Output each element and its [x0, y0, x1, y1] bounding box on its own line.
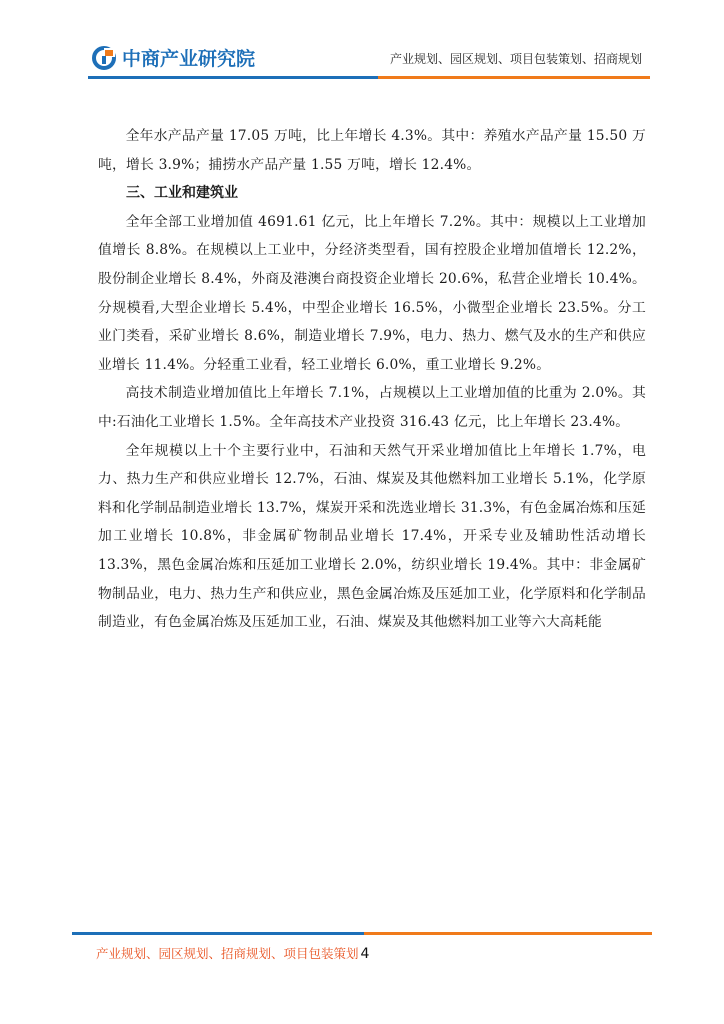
page-number: 4: [360, 946, 370, 962]
footer-divider-orange: [364, 932, 652, 935]
paragraph-industrial-value-added: 全年全部工业增加值 4691.61 亿元，比上年增长 7.2%。其中：规模以上工业增加值增长 8.8%。在规模以上工业中，分经济类型看，国有控股企业增加值增长 12.2%，股份制企业增长 8.4%，外商及港澳台商投资企业增长 20.6%，私营企业增长 10.4%。分规模看,大型企业增长 5.4%，中型企业增长 16.5%，小微型企业增长 23.5%。分工业门类看，采矿业增长 8.6%，制造业增长 7.9%，电力、热力、燃气及水的生产和供应业增长 11.4%。分轻重工业看，轻工业增长 6.0%，重工业增长 9.2%。: [98, 213, 646, 373]
company-logo: [92, 44, 255, 71]
header-divider-blue: [88, 76, 378, 79]
footer-divider-blue: [72, 932, 364, 935]
header-tagline: 产业规划、园区规划、项目包装策划、招商规划: [389, 52, 642, 66]
page-footer: [96, 944, 369, 962]
paragraph-high-tech-manufacturing: 高技术制造业增加值比上年增长 7.1%，占规模以上工业增加值的比重为 2.0%。其中:石油化工业增长 1.5%。全年高技术产业投资 316.43 亿元，比上年增长 23.4%。: [98, 385, 646, 430]
page-header: [0, 0, 724, 90]
document-body: [98, 122, 646, 637]
paragraph-major-industries: 全年规模以上十个主要行业中，石油和天然气开采业增加值比上年增长 1.7%，电力、热力生产和供应业增长 12.7%，石油、煤炭及其他燃料加工业增长 5.1%，化学原料和化学制品制造业增长 13.7%，煤炭开采和洗选业增长 31.3%，有色金属冶炼和压延加工业增长 10.8%，非金属矿物制品业增长 17.4%，开采专业及辅助性活动增长 13.3%，黑色金属冶炼和压延加工业增长 2.0%，纺织业增长 19.4%。其中：非金属矿物制品业，电力、热力生产和供应业，黑色金属冶炼及压延加工业，化学原料和化学制品制造业，有色金属冶炼及压延加工业，石油、煤炭及其他燃料加工业等六大高耗能: [98, 442, 646, 631]
logo-text: 中商产业研究院: [122, 48, 256, 70]
header-divider-orange: [378, 76, 650, 79]
logo-mark-icon: [92, 46, 116, 70]
footer-tagline: 产业规划、园区规划、招商规划、项目包装策划: [96, 946, 359, 961]
section-heading: 三、工业和建筑业: [126, 185, 238, 202]
paragraph-aquatic-products: 全年水产品产量 17.05 万吨，比上年增长 4.3%。其中：养殖水产品产量 15.50 万吨，增长 3.9%；捕捞水产品产量 1.55 万吨，增长 12.4%。: [98, 128, 646, 173]
